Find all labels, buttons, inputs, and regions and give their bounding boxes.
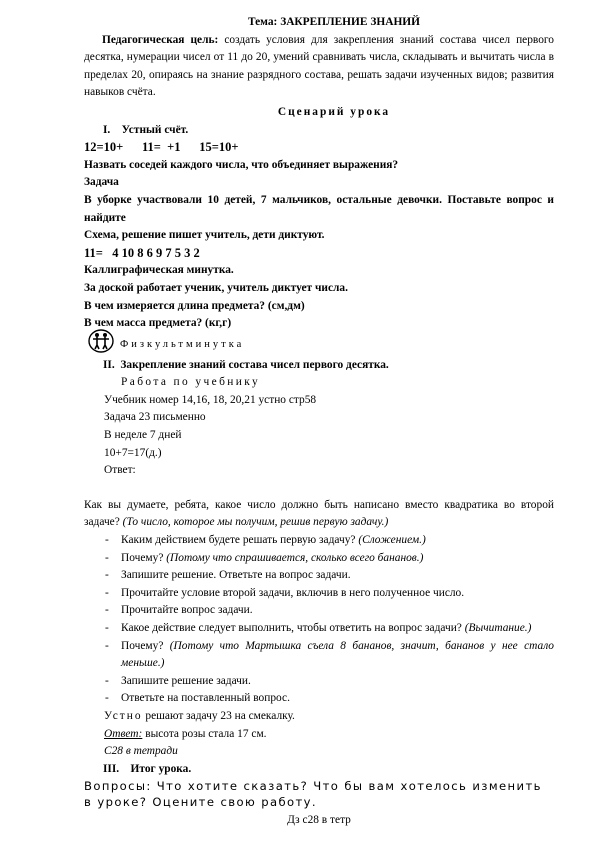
item-text: Какое действие следует выполнить, чтобы ответить на вопрос задачи?	[121, 622, 462, 634]
section-1-heading	[84, 122, 554, 140]
reflection-questions: Вопросы: Что хотите сказать? Что бы вам хотелось изменить в уроке? Оцените свою работу.	[84, 779, 542, 810]
discussion-list	[84, 532, 554, 708]
length-question: В чем измеряется длина предмета? (см,дм)	[84, 299, 305, 312]
textbook-line: В неделе 7 дней	[104, 429, 182, 442]
neighbors-question: Назвать соседей каждого числа, что объединяет выражения?	[84, 158, 399, 171]
list-item	[84, 550, 554, 568]
document-title: Тема: ЗАКРЕПЛЕНИЕ ЗНАНИЙ	[247, 16, 421, 28]
textbook-line: Учебник номер 14,16, 18, 20,21 устно стр58	[104, 393, 317, 406]
item-answer: (Сложением.)	[358, 534, 426, 547]
fizminutka-row	[88, 333, 554, 357]
oral-task-line	[84, 708, 554, 726]
scheme-note: Схема, решение пишет учитель, дети диктуют.	[84, 229, 325, 242]
oral-equations: 12=10+ 11= +1 15=10+	[84, 140, 239, 155]
answer-line	[84, 726, 554, 744]
notebook-note: С28 в тетради	[104, 745, 178, 758]
section-2-heading	[84, 357, 554, 375]
item-text: Запишите решение задачи.	[121, 674, 251, 687]
fizminutka-label: Физкультминутка	[120, 338, 245, 350]
textbook-heading: Работа по учебнику	[121, 376, 261, 389]
section-1-numeral: I.	[103, 123, 111, 136]
mass-question: В чем масса предмета? (кг,г)	[84, 317, 232, 330]
item-text: Запишите решение. Ответьте на вопрос задачи.	[121, 569, 351, 582]
scenario-heading: Сценарий урока	[277, 105, 391, 118]
ustno-text: решают задачу 23 на смекалку.	[145, 709, 295, 722]
item-answer: (Вычитание.)	[464, 622, 532, 634]
item-answer: (Потому что Мартышка съела 8 бананов, значит, бананов у нее стало меньше.)	[121, 639, 554, 670]
answer-text: высота розы стала 17 см.	[145, 727, 267, 740]
number-sequence: 11= 4 10 8 6 9 7 5 3 2	[84, 245, 200, 260]
list-item	[84, 620, 554, 638]
discussion-intro	[84, 497, 554, 532]
board-note: За доской работает ученик, учитель диктует числа.	[84, 281, 348, 294]
goal-label: Педагогическая цель:	[102, 33, 219, 46]
section-2-numeral: II.	[103, 358, 115, 371]
section-3-numeral: III.	[103, 762, 120, 775]
item-text: Ответьте на поставленный вопрос.	[121, 692, 290, 705]
section-3-title: Итог урока.	[130, 762, 192, 775]
section-2-title: Закрепление знаний состава чисел первого десятка.	[120, 358, 389, 371]
intro-question: Как вы думаете, ребята, какое число должно быть написано вместо квадратика во второй задаче?	[84, 498, 554, 529]
exercising-figures-icon	[88, 329, 114, 360]
textbook-line: Ответ:	[104, 464, 136, 477]
list-item	[84, 532, 554, 550]
homework-note: Дз с28 в тетр	[287, 814, 351, 827]
item-text: Почему?	[121, 639, 164, 652]
textbook-line: Задача 23 письменно	[104, 411, 206, 424]
list-item	[84, 585, 554, 603]
item-text: Прочитайте условие второй задачи, включив в него полученное число.	[121, 586, 465, 599]
section-1-title: Устный счёт.	[121, 123, 189, 136]
item-text: Прочитайте вопрос задачи.	[121, 604, 253, 617]
list-item	[84, 690, 554, 708]
textbook-line: 10+7=17(д.)	[104, 446, 162, 459]
calligraphy-minute: Каллиграфическая минутка.	[84, 264, 234, 277]
answer-label: Ответ:	[104, 727, 143, 740]
item-text: Почему?	[121, 551, 164, 564]
item-text: Каким действием будете решать первую задачу?	[121, 534, 356, 547]
intro-answer: (То число, которое мы получим, решив первую задачу.)	[122, 516, 389, 529]
list-item	[84, 638, 554, 673]
ustno-label: Устно	[104, 709, 143, 722]
spacer	[84, 480, 554, 497]
section-3-heading	[84, 761, 554, 779]
list-item	[84, 673, 554, 691]
goal-text: создать условия для закрепления знаний состава чисел первого десятка, нумерации чисел от 11 до 20, умений сравнивать числа, складывать и вычитать числа в пределах 20, опираясь на знание разрядного состава, решать задачи изученных видов; развития навыков счёта.	[84, 33, 555, 99]
list-item	[84, 567, 554, 585]
pedagogical-goal	[84, 32, 554, 102]
document-page	[84, 14, 554, 830]
task-label: Задача	[84, 176, 119, 189]
item-answer: (Потому что спрашивается, сколько всего бананов.)	[166, 551, 424, 564]
textbook-lines	[84, 392, 554, 480]
task-text: В уборке участвовали 10 детей, 7 мальчиков, остальные девочки. Поставьте вопрос и найдите	[84, 193, 554, 224]
list-item	[84, 602, 554, 620]
